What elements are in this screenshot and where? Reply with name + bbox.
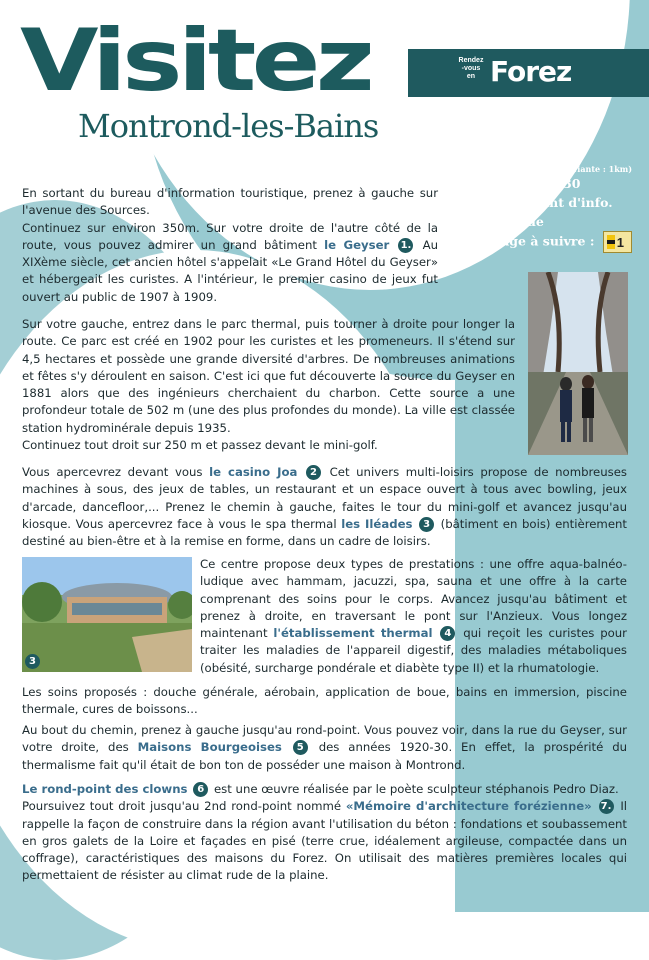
paragraph-5 [22,684,627,719]
geyser-link[interactable]: le Geyser [324,237,390,252]
paragraph-7-text-a: est une œuvre réalisée par le poète sculpteur stéphanois Pedro Diaz. [213,782,619,796]
paragraph-7 [22,781,627,885]
trees-alley-illustration [528,272,628,455]
paragraph-6-text-b: des années 1920-30. En effet, la prospérité du thermalisme fait qu'il était de bon ton de posséder une maison à Montrond. [22,740,628,772]
paragraph-7-text-b: Poursuivez tout droit jusqu'au 2nd rond-point nommé [22,799,342,814]
trail-marker-number: 1 [616,235,625,250]
page-title: Visitez [20,11,371,111]
info-box [466,123,646,253]
info-duration: Durée : ≃ 1 h 30 [466,176,581,191]
thermal-building-photo [22,557,192,672]
banner-brand: Forez [490,55,572,88]
step-7-badge: 7. [599,799,614,814]
info-heading: à savoir... [500,123,591,143]
step-3-badge: 3 [419,517,434,532]
ileades-link[interactable]: les Iléades [341,516,413,531]
paragraph-1-text-a: Continuez sur environ 350m. Sur votre droite de l'autre côté de la route, vous pouvez admirer un grand bâtiment [22,220,438,252]
info-marking [466,231,646,253]
thermal-building-illustration [22,557,192,672]
paragraph-7-text-c: Il rappelle la façon de construire dans la région avant l'utilisation du béton : fondations et soubassement en gros galets de la Loire et façades en pisé (terre crue, idéalement argileuse, compactée dans un coffrage), caractéristiques des maisons du Forez. On utilisait des matières premières locales qui permettaient de résister au climat rude de la plaine. [22,799,628,883]
paragraph-1-text-b: Au XIXème siècle, cet ancien hôtel s'appelait «Le Grand Hôtel du Geyser» et hébergeait les curistes. A l'intérieur, le premier casino de jeux fut ouvert au public de 1907 à 1909. [22,237,438,304]
paragraph-6-text-a: Au bout du chemin, prenez à gauche jusqu'au rond-point. Vous pouvez voir, dans la rue du Geyser, sur votre droite, des [22,723,627,755]
paragraph-3 [22,464,627,550]
paragraph-2-text: Sur votre gauche, entrez dans le parc thermal, puis tourner à droite pour longer la route. Ce parc est créé en 1902 pour les curistes et les promeneurs. Il s'étend sur 4,5 hectares et possède une grande diversité d'arbres. De nombreuses animations et fêtes s'y déroulent en saison. C'est ici que fut découverte la source du Geyser en 1881 alors que des ingénieurs cherchaient du charbon. Cette source a une profondeur totale de 502 m (une des plus profondes du monde). La ville est classée station hydrominérale depuis 1935. [22,317,515,435]
etablissement-thermal-link[interactable]: l'établissement thermal [273,626,433,641]
marker-stripe-icon [607,235,615,249]
paragraph-3-text-a: Vous apercevrez devant vous [22,465,203,479]
banner-tagline: Rendez -vous en [458,57,484,80]
paragraph-3-text-b: Cet univers multi-loisirs propose de nombreuses machines à sous, des jeux de tables, un restaurant et un espace ouvert à tous avec bowling, jeux d'arcade, dancefloor,... Prenez le chemin à gauche, faites le tour du mini-golf et avancez jusqu'au kiosque. Vous apercevrez face à vous le spa thermal [22,465,628,531]
info-distance: Distance : 3 km [466,153,576,168]
paragraph-3-text-c: (bâtiment en bois) entièrement destiné au bien-être et à la remise en forme, dans un cadre de loisirs. [22,516,628,549]
casino-joa-link[interactable]: le casino Joa [209,465,298,479]
paragraph-4-text-a: Ce centre propose deux types de prestations : une offre aqua-balnéo-ludique avec hammam, jacuzzi, spa, sauna et une offre à la carte comprenant des soins pour le corps. Avancez jusqu'au bâtiment et prenez à droite, en traversant le pont sur l'Anzieux. Vous longez maintenant [200,557,627,641]
paragraph-5-text: Les soins proposés : douche générale, aérobain, application de boue, bains en immersion, piscine thermale, cures de boissons... [22,685,627,717]
rond-point-clowns-link[interactable]: Le rond-point des clowns [22,782,188,796]
paragraph-4 [200,556,627,677]
info-marking-label: Balisage à suivre : [466,233,595,249]
trees-alley-photo [528,272,628,455]
info-distance-note: ( variante : 1km) [556,164,632,174]
step-2-badge: 2 [306,465,321,480]
page-subtitle: Montrond-les-Bains [78,107,379,145]
trail-marker-icon [603,231,632,253]
info-start: Départ : point d'info. touristique [466,195,613,229]
memoire-architecture-link[interactable]: «Mémoire d'architecture forézienne» [345,799,592,814]
paragraph-2 [22,316,515,454]
forez-banner [408,49,649,97]
photo-number-badge: 3 [25,654,40,669]
step-5-badge: 5 [293,740,308,755]
paragraph-1-intro: En sortant du bureau d'information touristique, prenez à gauche sur l'avenue des Sources. [22,186,438,218]
step-4-badge: 4 [440,626,455,641]
step-1-badge: 1. [398,238,413,253]
paragraph-2-text-b: Continuez tout droit sur 250 m et passez devant le mini-golf. [22,438,378,453]
paragraph-4-text-b: qui reçoit les curistes pour traiter les maladies de l'appareil digestif, des maladies métaboliques (obésité, surcharge pondérale et diabète type II) et la rhumatologie. [200,626,627,675]
paragraph-6 [22,722,627,774]
step-6-badge: 6 [193,782,208,797]
paragraph-1 [22,185,438,306]
maisons-bourgeoises-link[interactable]: Maisons Bourgeoises [137,740,282,755]
